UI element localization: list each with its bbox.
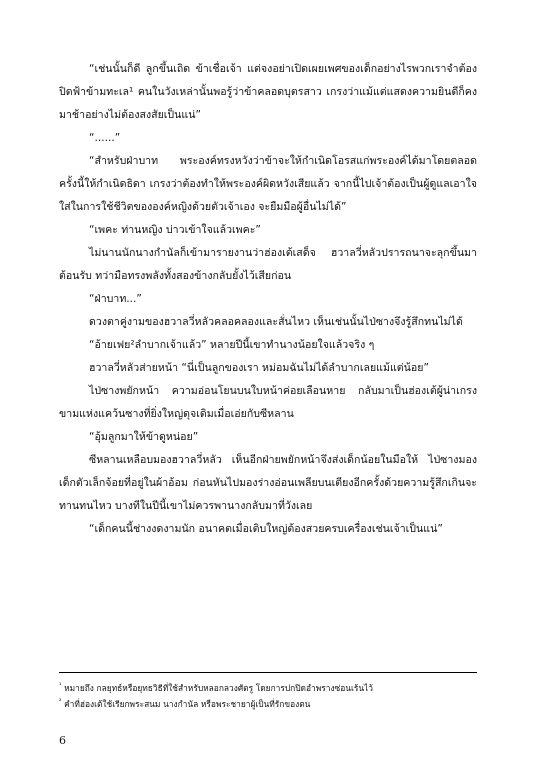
footnote-text: คำที่ฮ่องเต้ใช้เรียกพระสนม นางกำนัล หรือพระชายาผู้เป็นที่รักของตน bbox=[64, 698, 311, 709]
paragraph: “ฝ่าบาท...” bbox=[89, 293, 142, 305]
paragraph: ฮวาลวี่หลัวส่ายหน้า “นี่เป็นลูกของเรา หม่อมฉันไม่ได้ลำบากเลยแม้แต่น้อย” bbox=[89, 362, 429, 374]
footnote-marker: ¹ bbox=[59, 682, 62, 689]
paragraph: “อ้ายเฟย²ลำบากเจ้าแล้ว” หลายปีนี้เขาทำนางน้อยใจแล้วจริง ๆ bbox=[89, 339, 375, 351]
paragraph: “เพคะ ท่านหญิง บ่าวเข้าใจแล้วเพคะ” bbox=[89, 224, 261, 236]
footnote-marker: ² bbox=[59, 697, 62, 705]
page-number: 6 bbox=[59, 734, 66, 747]
paragraph: “......” bbox=[89, 132, 121, 144]
paragraph: ไม่นานนักนางกำนัลก็เข้ามารายงานว่าฮ่องเต้เสด็จ ฮวาลวี่หลัวปรารถนาจะลุกขึ้นมาต้อนรับ ทว่ามือทรงพลังทั้งสองข้างกลับยั้งไว้เสียก่อน bbox=[59, 247, 477, 282]
paragraph: ดวงตาคู่งามของฮวาลวี่หลัวคลอคลองและสั่นไหว เห็นเช่นนั้นไป่ซางจึงรู้สึกทนไม่ได้ bbox=[89, 316, 463, 328]
footnotes bbox=[59, 672, 477, 711]
footnote bbox=[59, 679, 477, 695]
paragraph: “สำหรับฝ่าบาท พระองค์ทรงหวังว่าข้าจะให้กำเนิดโอรสแก่พระองค์ได้มาโดยตลอด ครั้งนี้ให้กำเนิดธิดา เกรงว่าต้องทำให้พระองค์ผิดหวังเสียแล้ว จากนี้ไปเจ้าต้องเป็นผู้ดูแลเอาใจใส่ในการใช้ชีวิตขององค์หญิงด้วยตัวเจ้าเอง จะยืมมือผู้อื่นไม่ได้” bbox=[59, 155, 477, 213]
paragraph: ไป่ซางพยักหน้า ความอ่อนโยนบนใบหน้าค่อยเลือนหาย กลับมาเป็นฮ่องเต้ผู้น่าเกรงขามแห่งแคว้นซางที่ยิ่งใหญ่ดุจเดิมเมื่อเอ่ยกับซีหลาน bbox=[59, 385, 477, 420]
footnote-text: หมายถึง กลยุทธ์หรือยุทธวิธีที่ใช้สำหรับหลอกลวงศัตรู โดยการปกปิดอำพรางซ่อนเร้นไว้ bbox=[64, 682, 373, 693]
footnote bbox=[59, 695, 477, 711]
paragraph: “อุ้มลูกมาให้ข้าดูหน่อย” bbox=[89, 431, 199, 443]
paragraph: ซีหลานเหลือบมองฮวาลวี่หลัว เห็นอีกฝ่ายพยักหน้าจึงส่งเด็กน้อยในมือให้ ไป่ซางมองเด็กตัวเล็กจ้อยที่อยู่ในผ้าอ้อม ก่อนหันไปมองร่างอ่อนเพลียบนเตียงอีกครั้งด้วยความรู้สึกเกินจะทานทนไหว บางทีในปีนี้เขาไม่ควรพานางกลับมาที่วังเลย bbox=[59, 454, 477, 512]
paragraph: “เด็กคนนี้ช่างงดงามนัก อนาคตเมื่อเติบใหญ่ต้องสวยครบเครื่องเช่นเจ้าเป็นแน่” bbox=[89, 523, 443, 535]
paragraph: “เช่นนั้นก็ดี ลูกขึ้นเถิด ข้าเชื่อเจ้า แต่จงอย่าเปิดเผยเพศของเด็กอย่างไรพวกเราจำต้องปิดฟ้าข้ามทะเล¹ คนในวังเหล่านั้นพอรู้ว่าข้าคลอดบุตรสาว เกรงว่าแม้แต่แสดงความยินดีก็คงมาช้าอย่างไม่ต้องสงสัยเป็นแน่” bbox=[59, 63, 477, 121]
body-text bbox=[59, 58, 477, 541]
